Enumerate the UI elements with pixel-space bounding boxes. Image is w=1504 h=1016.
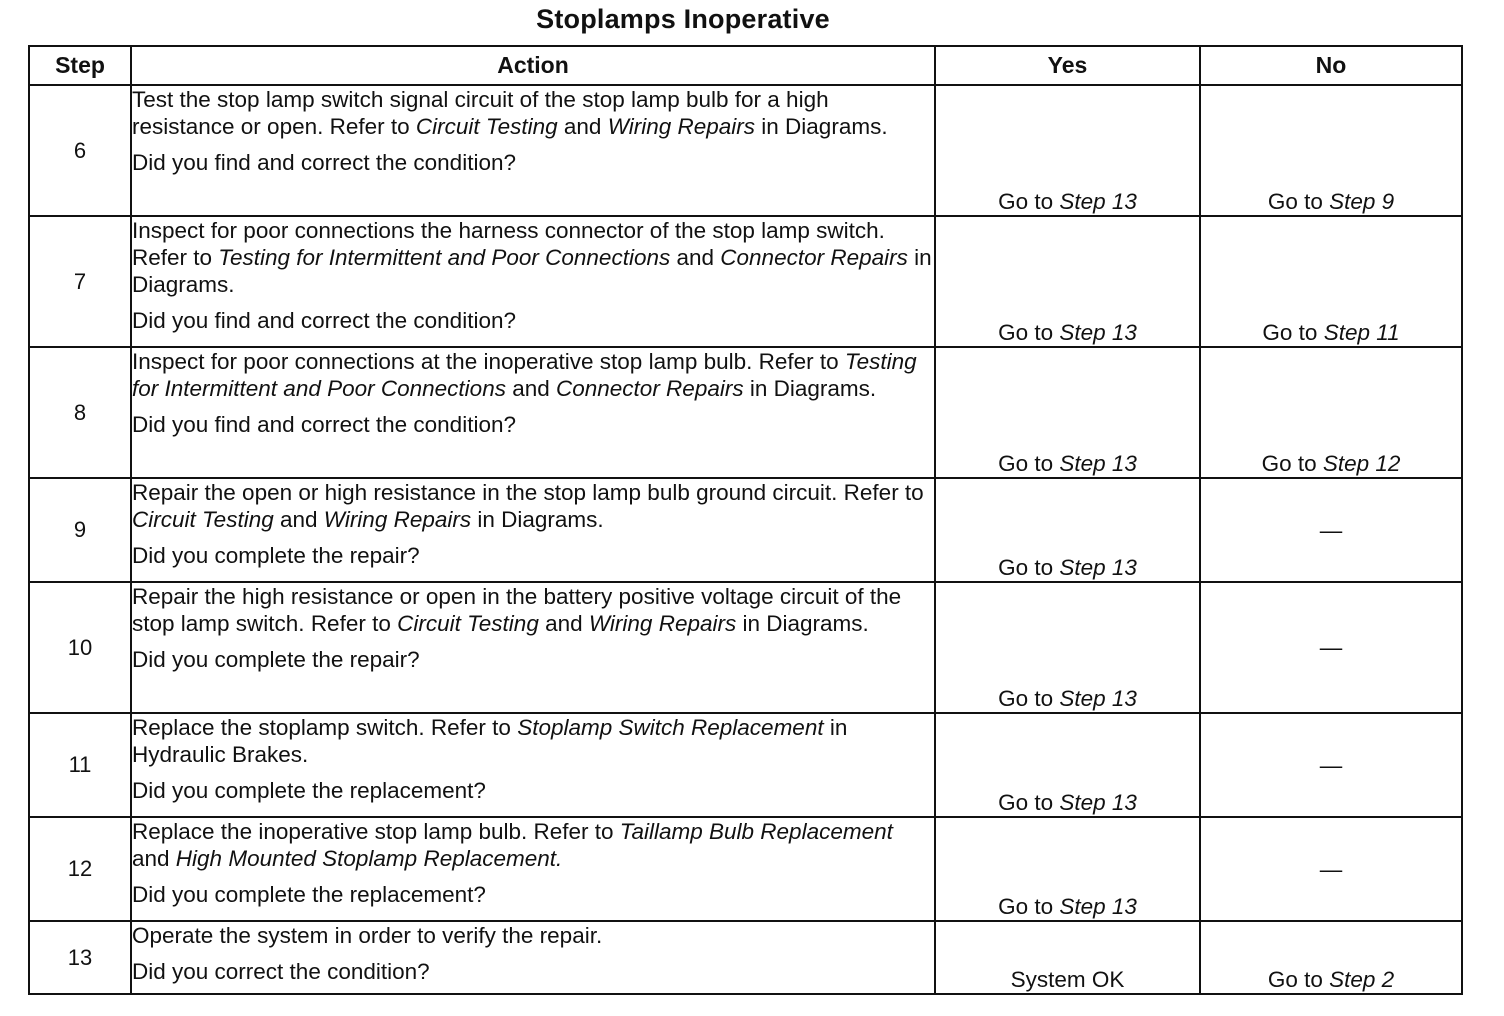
text-segment: — — [1319, 856, 1343, 882]
action-description — [132, 86, 934, 140]
reference-link-text: Step 13 — [1059, 555, 1137, 580]
text-segment: in Diagrams. — [743, 376, 877, 401]
text-segment: Go to — [998, 555, 1060, 580]
reference-link-text: Step 12 — [1322, 451, 1401, 476]
table-row — [29, 478, 1462, 582]
action-question: Did you complete the replacement? — [132, 778, 486, 803]
action-cell — [131, 478, 935, 582]
yes-outcome — [935, 478, 1200, 582]
reference-link-text: Step 13 — [1059, 320, 1137, 345]
page-title: Stoplamps Inoperative — [536, 4, 830, 34]
action-description — [132, 217, 934, 298]
action-description — [132, 818, 934, 872]
reference-link-text: Wiring Repairs — [607, 114, 756, 139]
text-segment: — — [1319, 635, 1343, 660]
header-no: No — [1200, 46, 1462, 85]
text-segment: Repair the high resistance or open in the battery positive voltage circuit of the stop lamp switch. Refer to — [132, 584, 902, 636]
text-segment: and — [557, 114, 608, 139]
reference-link-text: High Mounted Stoplamp Replacement. — [175, 846, 563, 871]
action-question: Did you find and correct the condition? — [132, 150, 516, 175]
text-segment: Replace the stoplamp switch. Refer to — [132, 715, 518, 740]
reference-link-text: Step 9 — [1329, 189, 1395, 214]
no-outcome — [1200, 713, 1462, 817]
yes-outcome — [935, 582, 1200, 713]
text-segment: Go to — [1267, 189, 1330, 214]
action-description — [132, 714, 934, 768]
reference-link-text: Step 13 — [1059, 189, 1137, 214]
reference-link-text: Connector Repairs — [720, 245, 908, 270]
header-action: Action — [131, 46, 935, 85]
table-row — [29, 921, 1462, 994]
step-number: 8 — [29, 347, 131, 478]
table-row — [29, 817, 1462, 921]
reference-link-text: Wiring Repairs — [323, 507, 472, 532]
reference-link-text: Circuit Testing — [397, 611, 539, 636]
text-segment: and — [670, 245, 721, 270]
text-segment: Go to — [1261, 451, 1323, 476]
reference-link-text: Step 13 — [1059, 686, 1137, 711]
no-outcome — [1200, 85, 1462, 216]
reference-link-text: Step 13 — [1059, 451, 1137, 476]
reference-link-text: Step 13 — [1059, 894, 1137, 919]
no-outcome — [1200, 478, 1462, 582]
action-description — [132, 922, 934, 949]
text-segment: in Hydraulic Brakes. — [132, 715, 848, 767]
action-cell — [131, 347, 935, 478]
step-number: 13 — [29, 921, 131, 994]
text-segment: Inspect for poor connections at the inoperative stop lamp bulb. Refer to — [132, 349, 845, 374]
table-row — [29, 216, 1462, 347]
action-question: Did you find and correct the condition? — [132, 308, 516, 333]
action-description — [132, 479, 934, 533]
reference-link-text: Connector Repairs — [556, 376, 744, 401]
text-segment: and — [505, 376, 556, 401]
text-segment: in Diagrams. — [471, 507, 604, 532]
text-segment: Go to — [998, 189, 1060, 214]
text-segment: Go to — [1267, 967, 1330, 992]
text-segment: Repair the open or high resistance in the stop lamp bulb ground circuit. Refer to — [132, 480, 924, 505]
text-segment: and — [273, 507, 324, 532]
reference-link-text: Step 2 — [1329, 967, 1395, 992]
reference-link-text: Step 13 — [1059, 790, 1137, 815]
reference-link-text: Circuit Testing — [415, 114, 558, 139]
action-description — [132, 583, 934, 637]
table-row — [29, 347, 1462, 478]
reference-link-text: Wiring Repairs — [588, 611, 737, 636]
no-outcome — [1200, 817, 1462, 921]
action-question: Did you complete the replacement? — [132, 882, 486, 907]
table-row — [29, 582, 1462, 713]
action-cell — [131, 817, 935, 921]
action-description — [132, 348, 934, 402]
header-row — [29, 46, 1462, 85]
reference-link-text: Stoplamp Switch Replacement — [517, 715, 824, 740]
reference-link-text: Testing for Intermittent and Poor Connections — [132, 349, 917, 401]
text-segment: in Diagrams. — [755, 114, 888, 139]
text-segment: — — [1319, 752, 1343, 778]
action-cell — [131, 921, 935, 994]
reference-link-text: Step 11 — [1323, 320, 1400, 345]
text-segment: Operate the system in order to verify the repair. — [132, 923, 603, 948]
no-outcome — [1200, 921, 1462, 994]
step-number: 10 — [29, 582, 131, 713]
header-step: Step — [29, 46, 131, 85]
yes-outcome — [935, 216, 1200, 347]
table-row — [29, 713, 1462, 817]
action-question: Did you complete the repair? — [132, 647, 420, 672]
step-number: 7 — [29, 216, 131, 347]
text-segment: in Diagrams. — [132, 245, 932, 297]
text-segment: Go to — [998, 686, 1060, 711]
yes-outcome — [935, 713, 1200, 817]
action-question: Did you correct the condition? — [132, 959, 430, 984]
text-segment: — — [1319, 517, 1343, 543]
step-number: 6 — [29, 85, 131, 216]
reference-link-text: Testing for Intermittent and Poor Connections — [218, 245, 671, 270]
action-question: Did you complete the repair? — [132, 543, 420, 568]
text-segment: Replace the inoperative stop lamp bulb. Refer to — [132, 819, 620, 844]
yes-outcome — [935, 85, 1200, 216]
text-segment: and — [132, 846, 176, 871]
text-segment: in Diagrams. — [736, 611, 869, 636]
no-outcome — [1200, 582, 1462, 713]
diagnostic-table — [28, 45, 1463, 995]
no-outcome — [1200, 347, 1462, 478]
reference-link-text: Taillamp Bulb Replacement — [619, 819, 893, 844]
step-number: 9 — [29, 478, 131, 582]
text-segment: System OK — [1010, 967, 1125, 992]
text-segment: Go to — [998, 451, 1060, 476]
text-segment: Inspect for poor connections the harness connector of the stop lamp switch. Refer to — [132, 218, 885, 270]
action-cell — [131, 582, 935, 713]
table-body — [29, 85, 1462, 994]
header-yes: Yes — [935, 46, 1200, 85]
step-number: 12 — [29, 817, 131, 921]
table-row — [29, 85, 1462, 216]
yes-outcome — [935, 347, 1200, 478]
reference-link-text: Circuit Testing — [132, 507, 274, 532]
text-segment: Go to — [998, 894, 1060, 919]
no-outcome — [1200, 216, 1462, 347]
yes-outcome — [935, 817, 1200, 921]
yes-outcome — [935, 921, 1200, 994]
step-number: 11 — [29, 713, 131, 817]
text-segment: Go to — [1262, 320, 1324, 345]
action-cell — [131, 85, 935, 216]
text-segment: Go to — [998, 320, 1060, 345]
action-cell — [131, 713, 935, 817]
text-segment: and — [538, 611, 589, 636]
action-question: Did you find and correct the condition? — [132, 412, 516, 437]
action-cell — [131, 216, 935, 347]
text-segment: Test the stop lamp switch signal circuit of the stop lamp bulb for a high resistance or open. Refer to — [132, 87, 829, 139]
text-segment: Go to — [998, 790, 1060, 815]
